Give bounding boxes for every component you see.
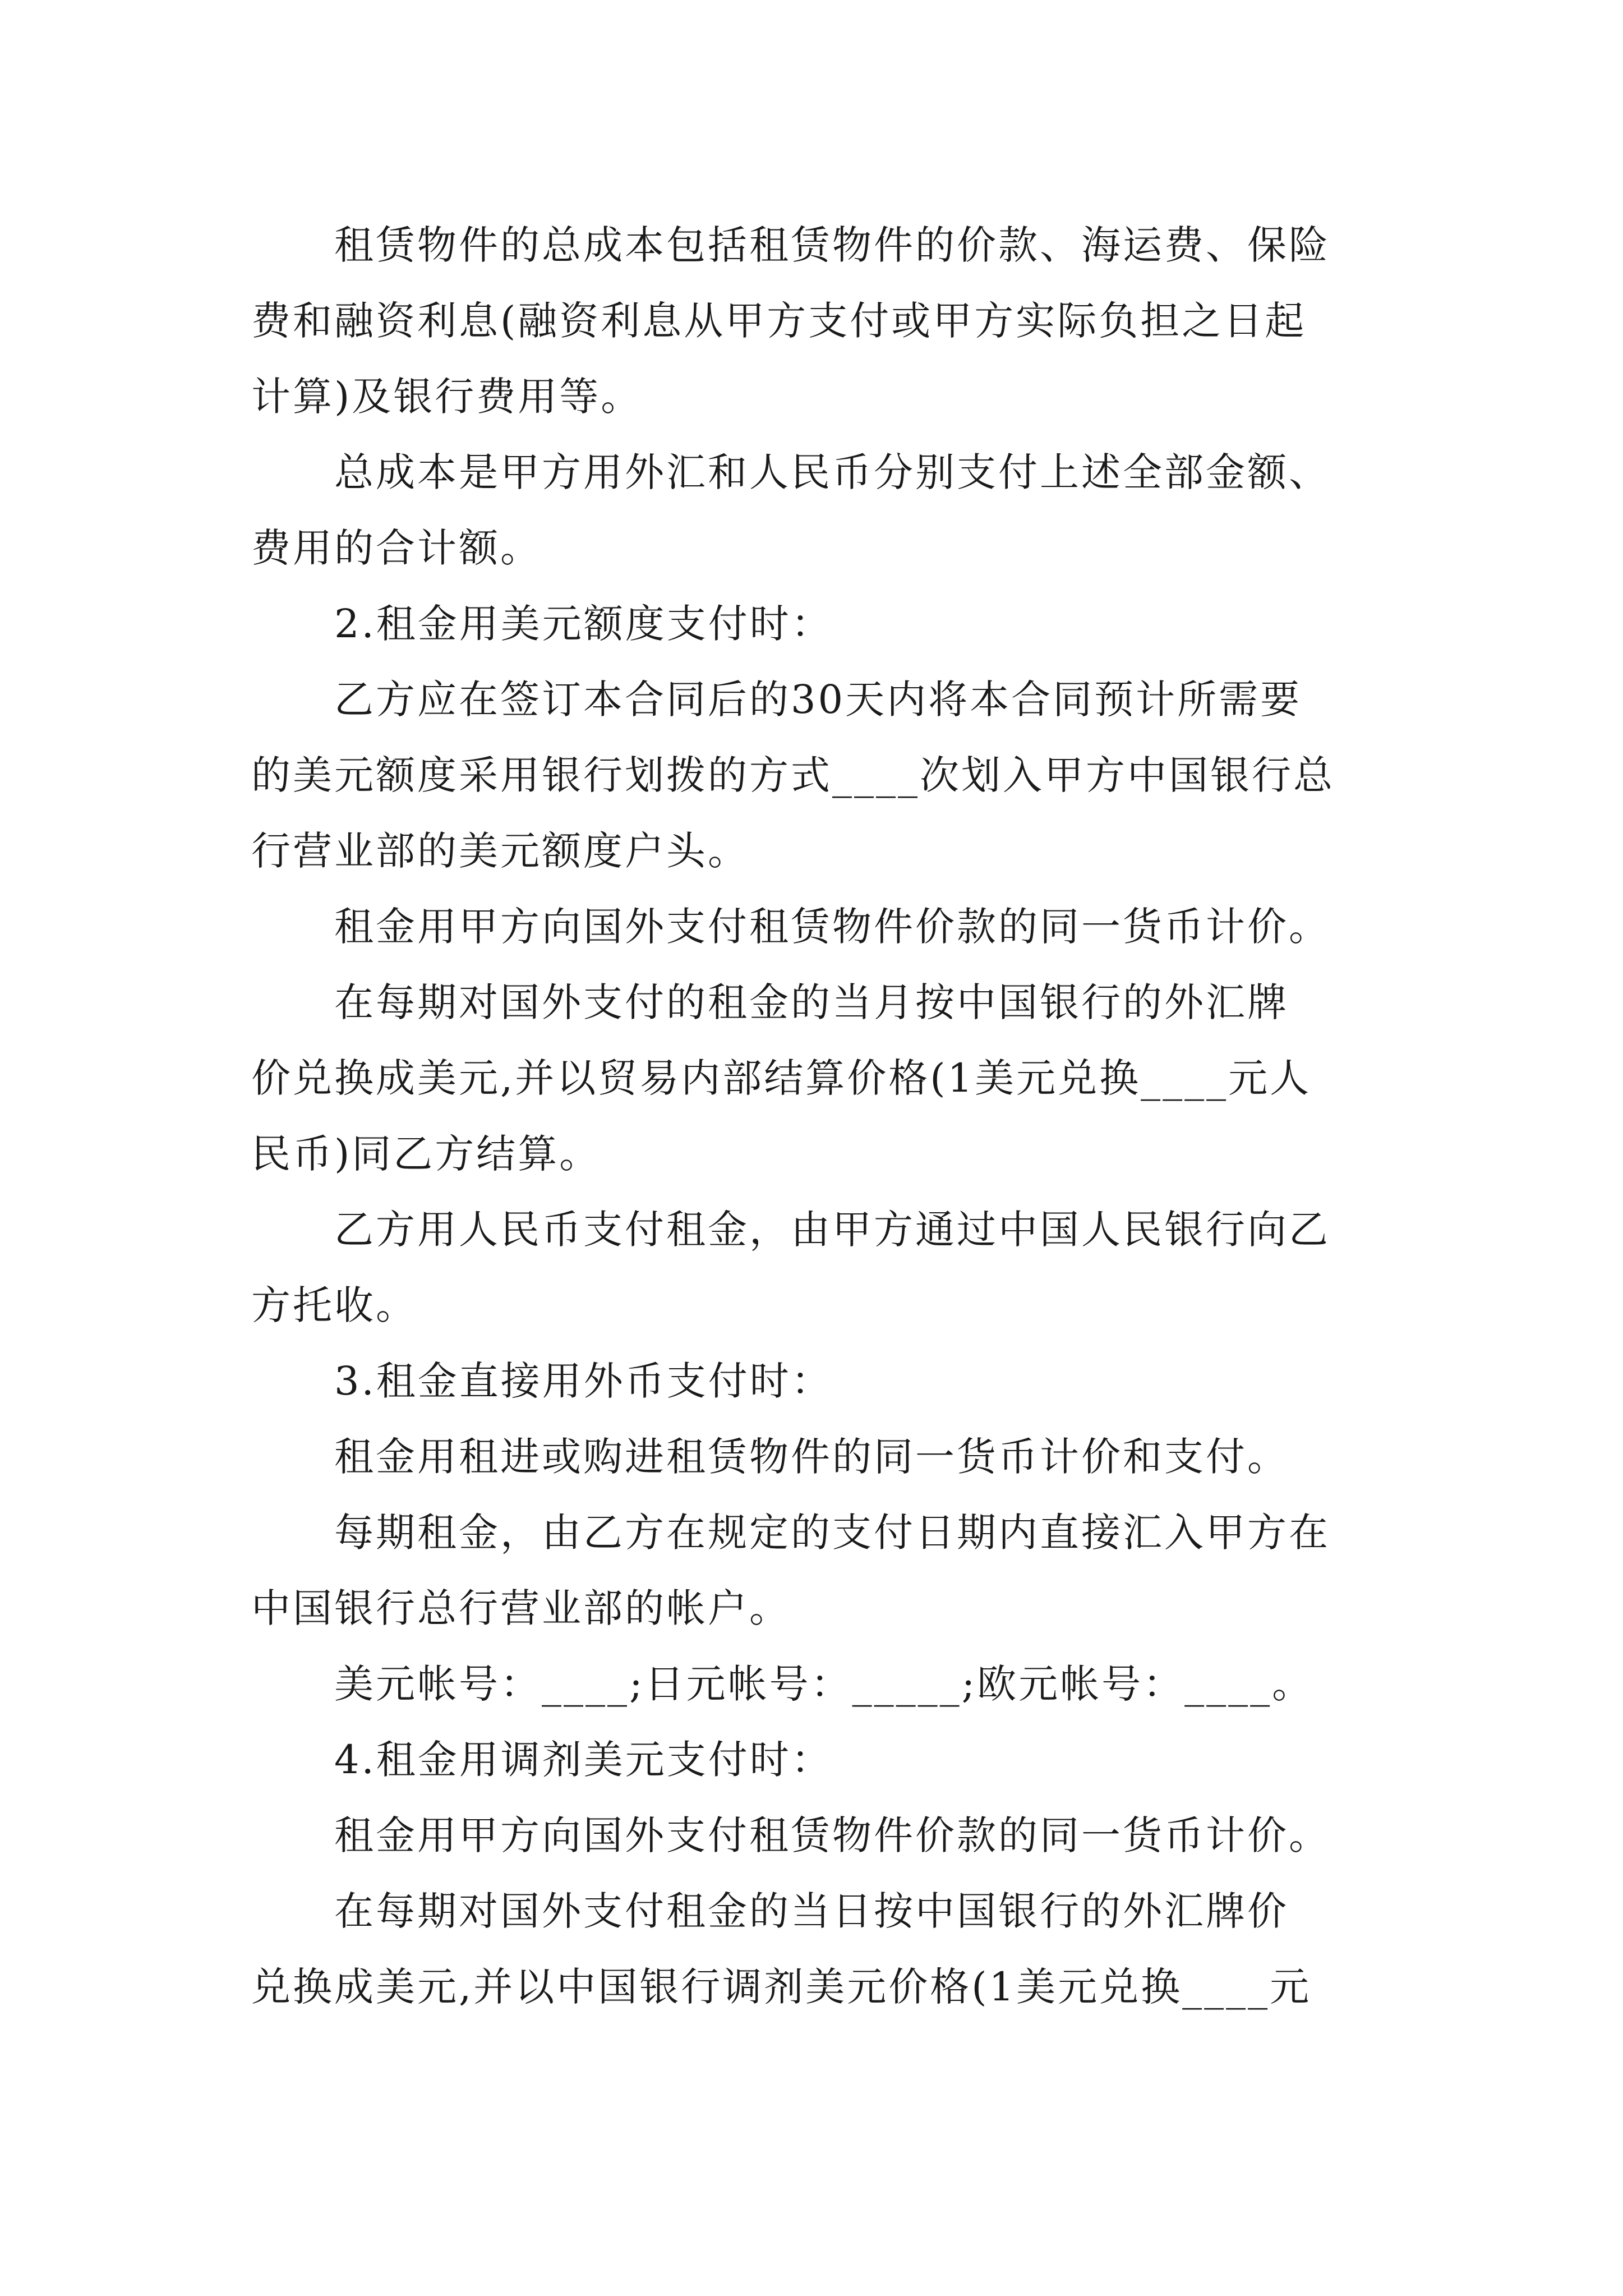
text-line-14: 乙方用人民币支付租金，由甲方通过中国人民银行向乙 (334, 1207, 1330, 1253)
text-line-2: 费和融资利息(融资利息从甲方支付或甲方实际负担之日起 (251, 298, 1307, 344)
text-line-4: 总成本是甲方用外汇和人民币分别支付上述全部金额、 (334, 449, 1330, 495)
text-line-1: 租赁物件的总成本包括租赁物件的价款、海运费、保险 (334, 222, 1330, 268)
section-heading-4: 4.租金用调剂美元支付时： (334, 1737, 833, 1783)
text-line-9: 行营业部的美元额度户头。 (251, 828, 749, 874)
text-line-13: 民币)同乙方结算。 (251, 1131, 601, 1177)
text-line-12: 价兑换成美元,并以贸易内部结算价格(1美元兑换____元人 (251, 1055, 1312, 1101)
text-line-17: 租金用租进或购进租赁物件的同一货币计价和支付。 (334, 1434, 1289, 1480)
text-line-5: 费用的合计额。 (251, 525, 542, 571)
text-line-11: 在每期对国外支付的租金的当月按中国银行的外汇牌 (334, 979, 1289, 1025)
section-heading-2: 2.租金用美元额度支付时： (334, 601, 833, 647)
text-line-22: 租金用甲方向国外支付租赁物件价款的同一货币计价。 (334, 1812, 1330, 1858)
text-line-3: 计算)及银行费用等。 (251, 374, 643, 420)
text-line-19: 中国银行总行营业部的帐户。 (251, 1585, 791, 1631)
text-line-18: 每期租金，由乙方在规定的支付日期内直接汇入甲方在 (334, 1510, 1330, 1556)
text-line-23: 在每期对国外支付租金的当日按中国银行的外汇牌价 (334, 1888, 1289, 1934)
account-numbers-line: 美元帐号：____;日元帐号：_____;欧元帐号：____。 (334, 1661, 1314, 1707)
text-line-7: 乙方应在签订本合同后的30天内将本合同预计所需要 (334, 677, 1302, 723)
text-line-24: 兑换成美元,并以中国银行调剂美元价格(1美元兑换____元 (251, 1964, 1312, 2010)
section-heading-3: 3.租金直接用外币支付时： (334, 1358, 833, 1404)
text-line-8: 的美元额度采用银行划拨的方式____次划入甲方中国银行总 (251, 752, 1335, 798)
document-body (251, 208, 1390, 2025)
text-line-15: 方托收。 (251, 1282, 417, 1328)
text-line-10: 租金用甲方向国外支付租赁物件价款的同一货币计价。 (334, 904, 1330, 950)
